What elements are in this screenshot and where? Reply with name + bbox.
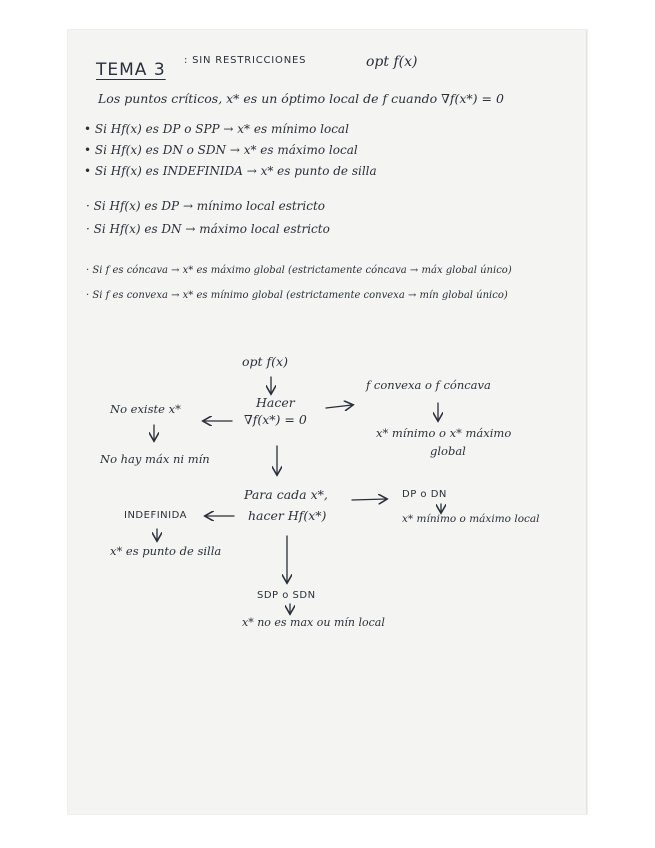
flow-start: opt f(x) bbox=[242, 354, 288, 369]
flow-sdp-sdn: SDP o SDN bbox=[257, 590, 316, 601]
page-title: TEMA 3 bbox=[96, 60, 166, 80]
flow-no-max-min: x* no es max ou mín local bbox=[242, 616, 385, 629]
flow-gradient: ∇f(x*) = 0 bbox=[244, 412, 307, 427]
flow-silla: x* es punto de silla bbox=[110, 544, 222, 558]
flow-global-2: global bbox=[430, 444, 466, 458]
flow-para-cada: Para cada x*, bbox=[244, 487, 328, 502]
flow-dp-dn: DP o DN bbox=[402, 489, 447, 500]
arrow-para-dpdn bbox=[352, 499, 386, 500]
rule-strict-max: · Si Hf(x) es DN → máximo local estricto bbox=[86, 222, 330, 236]
intro-line: Los puntos críticos, x* es un óptimo local de f cuando ∇f(x*) = 0 bbox=[98, 91, 504, 106]
flow-hacer-hessian: hacer Hf(x*) bbox=[248, 508, 327, 523]
flow-convexa: f convexa o f cóncava bbox=[366, 378, 491, 392]
rule-indefinida: • Si Hf(x) es INDEFINIDA → x* es punto de silla bbox=[84, 164, 377, 178]
flow-no-hay: No hay máx ni mín bbox=[100, 452, 210, 466]
flow-indefinida: INDEFINIDA bbox=[124, 510, 187, 521]
rule-strict-min: · Si Hf(x) es DP → mínimo local estricto bbox=[86, 199, 326, 213]
rule-concave: · Si f es cóncava → x* es máximo global (estrictamente cóncava → máx global único) bbox=[86, 265, 512, 276]
rule-dn-sdn: • Si Hf(x) es DN o SDN → x* es máximo local bbox=[84, 143, 358, 157]
flow-no-existe: No existe x* bbox=[110, 402, 181, 416]
flow-global-1: x* mínimo o x* máximo bbox=[376, 426, 512, 440]
arrow-hacer-convexa bbox=[326, 405, 352, 408]
page-subtitle: : SIN RESTRICCIONES bbox=[184, 55, 307, 66]
header-opt: opt f(x) bbox=[366, 54, 418, 70]
flow-local: x* mínimo o máximo local bbox=[402, 513, 540, 525]
rule-convex: · Si f es convexa → x* es mínimo global (estrictamente convexa → mín global único) bbox=[86, 290, 508, 301]
flow-hacer: Hacer bbox=[256, 395, 295, 410]
rule-dp-spp: • Si Hf(x) es DP o SPP → x* es mínimo local bbox=[84, 122, 349, 136]
